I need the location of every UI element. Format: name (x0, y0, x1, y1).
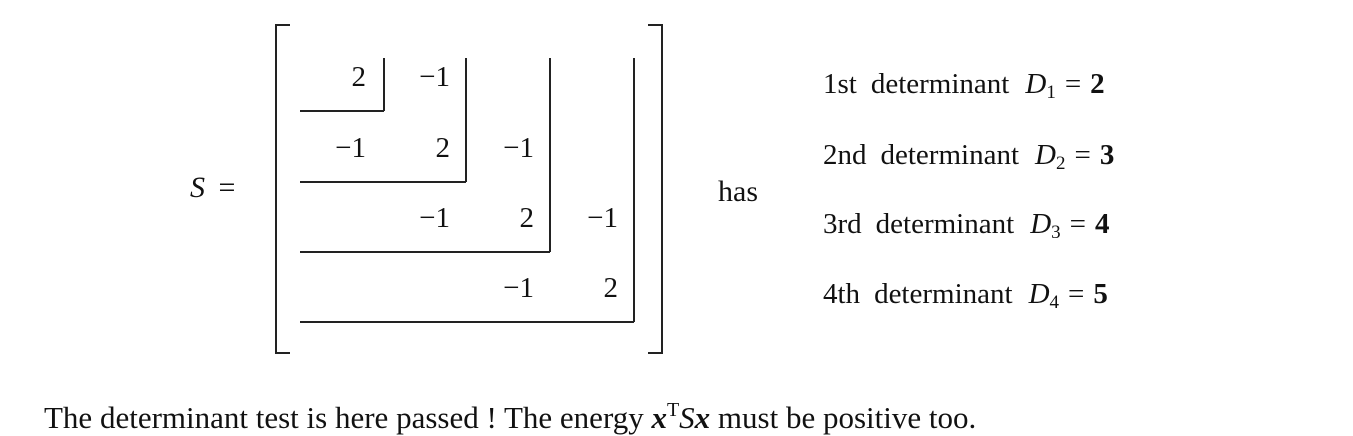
matrix-cell-r2c1: −1 (335, 132, 366, 164)
determinant-word: determinant (874, 278, 1013, 310)
matrix-equals-sign: = (218, 171, 236, 204)
determinant-value: 3 (1099, 139, 1115, 171)
determinant-word: determinant (880, 139, 1020, 171)
sentence-lead: The determinant test is here passed ! The energy (44, 400, 652, 435)
sentence-tail: must be positive too. (710, 400, 977, 435)
determinant-row (823, 137, 1114, 173)
energy-matrix: S (679, 400, 695, 435)
determinant-row (823, 206, 1110, 242)
determinant-index: 3 (1051, 222, 1061, 243)
determinant-symbol (1025, 68, 1056, 103)
determinant-symbol (1030, 208, 1061, 243)
matrix-cell-r2c3: −1 (503, 132, 534, 164)
matrix-label (190, 173, 235, 203)
right-bracket (648, 24, 663, 354)
determinant-letter: D (1035, 139, 1056, 171)
conclusion-sentence (44, 392, 976, 436)
transpose-mark: T (666, 399, 680, 421)
determinant-ordinal: 2nd (823, 139, 867, 171)
energy-vector: x (651, 400, 667, 435)
determinant-equals: = (1069, 208, 1086, 240)
determinant-equals: = (1068, 278, 1085, 310)
determinant-symbol (1035, 139, 1066, 174)
determinant-equals: = (1064, 68, 1082, 100)
determinant-value: 5 (1093, 278, 1108, 310)
matrix-cell-r1c2: −1 (419, 61, 450, 93)
matrix-cell-r3c4: −1 (587, 202, 618, 234)
left-bracket (275, 24, 290, 354)
matrix-cell-r2c2: 2 (435, 132, 450, 164)
determinant-ordinal: 1st (823, 68, 857, 100)
determinant-letter: D (1030, 208, 1052, 240)
matrix-cell-r1c1: 2 (351, 61, 366, 93)
determinant-word: determinant (870, 68, 1010, 100)
determinant-index: 2 (1055, 153, 1066, 174)
connector-word: has (718, 175, 758, 208)
determinant-row (823, 66, 1105, 102)
determinant-row (823, 276, 1108, 312)
matrix-cell-r4c4: 2 (603, 272, 618, 304)
determinant-ordinal: 4th (823, 278, 861, 310)
determinant-index: 1 (1046, 82, 1056, 103)
determinant-word: determinant (875, 208, 1015, 240)
determinant-ordinal: 3rd (823, 208, 862, 240)
determinant-letter: D (1028, 278, 1050, 310)
matrix-cell-r4c3: −1 (503, 272, 534, 304)
energy-vector-2: x (694, 400, 711, 435)
determinant-value: 2 (1090, 68, 1105, 100)
determinant-index: 4 (1049, 292, 1060, 313)
determinant-symbol (1028, 278, 1060, 313)
determinant-equals: = (1074, 139, 1091, 171)
matrix-cell-r3c3: 2 (519, 202, 534, 234)
determinant-value: 4 (1095, 208, 1110, 240)
matrix-cell-r3c2: −1 (419, 202, 450, 234)
determinant-letter: D (1025, 68, 1047, 100)
matrix-symbol: S (190, 171, 205, 204)
